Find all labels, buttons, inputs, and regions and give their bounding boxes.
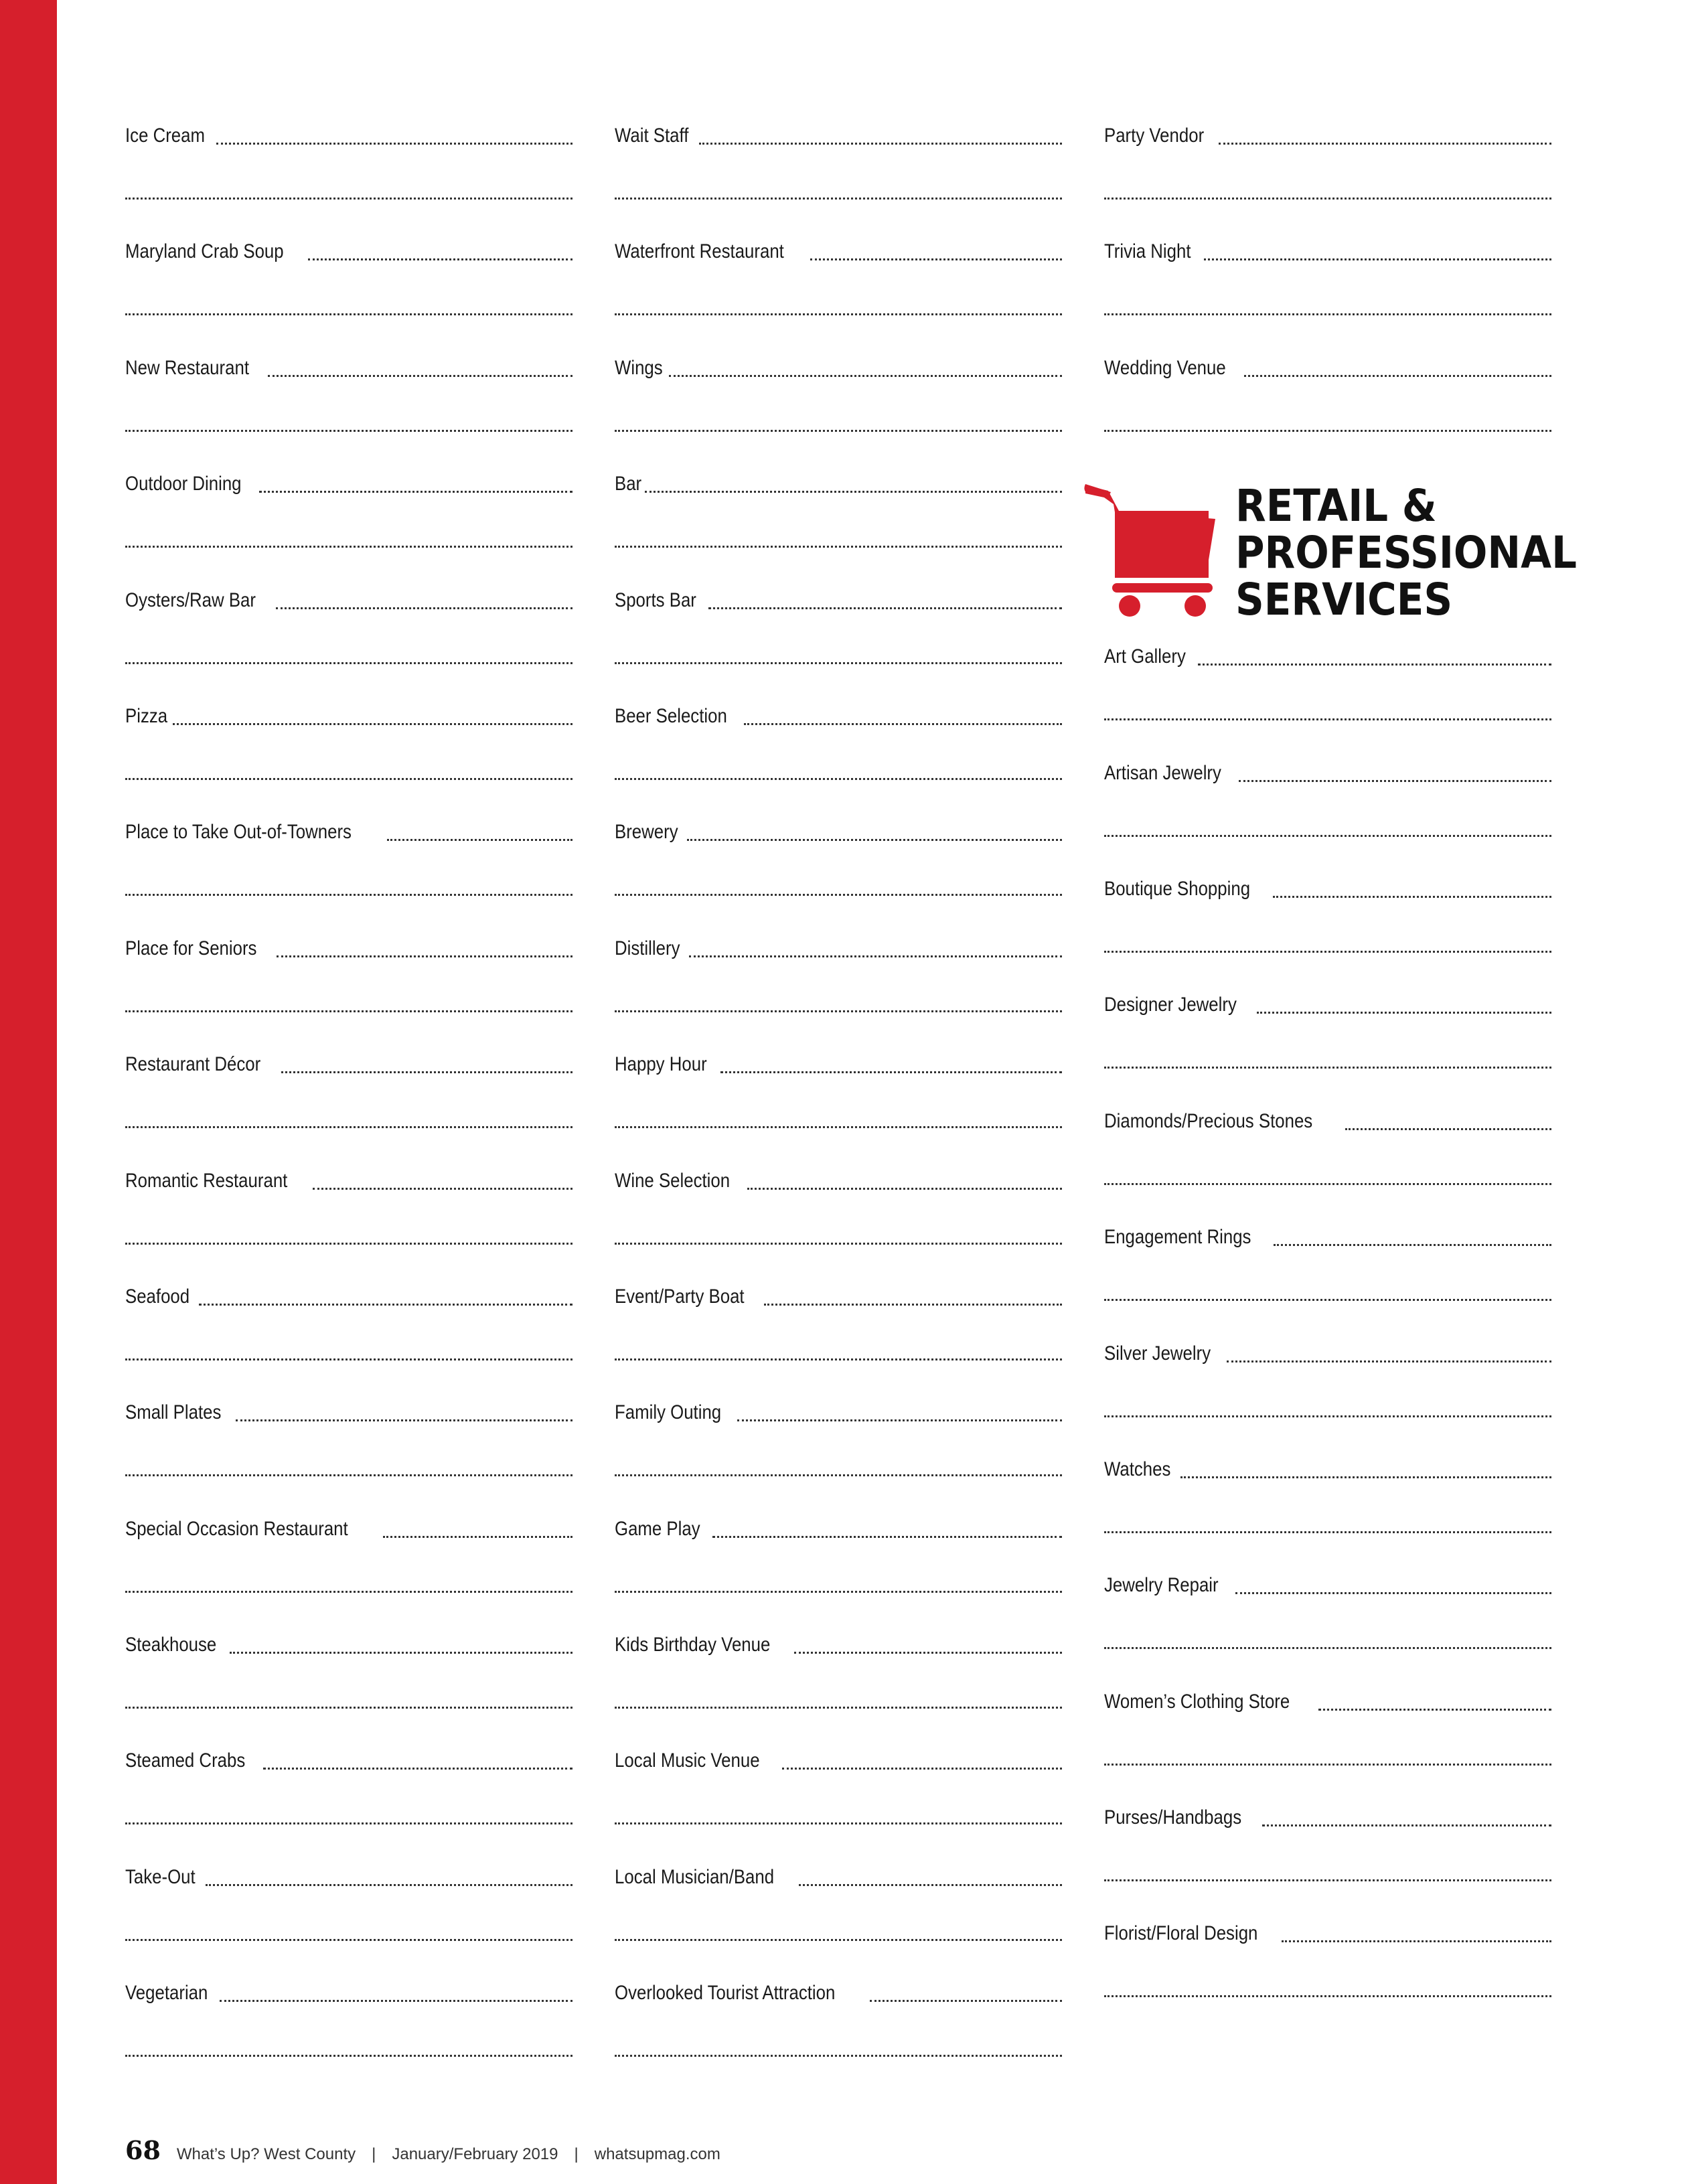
ballot-entry: [615, 1747, 1062, 1863]
entry-label-row: [615, 1051, 1062, 1078]
write-in-field-second-line[interactable]: [1104, 1415, 1551, 1417]
write-in-field-second-line[interactable]: [1104, 1995, 1551, 1997]
entry-label-row: [125, 1051, 572, 1078]
ballot-entry: [125, 471, 572, 587]
category-label: Boutique Shopping: [1104, 877, 1251, 900]
write-in-field[interactable]: [737, 1419, 1062, 1421]
entry-label-row: [615, 1283, 1062, 1310]
write-in-field-second-line[interactable]: [615, 1707, 1062, 1709]
ballot-entry: [125, 935, 572, 1051]
write-in-field-second-line[interactable]: [615, 198, 1062, 200]
ballot-entry: [125, 587, 572, 703]
write-in-field[interactable]: [259, 491, 572, 493]
write-in-field[interactable]: [1318, 1709, 1551, 1711]
category-label: Family Outing: [615, 1401, 722, 1424]
entry-label-row: [125, 1864, 572, 1891]
section-title: [1235, 480, 1577, 626]
ballot-entry: [1104, 643, 1551, 759]
footer-separator: |: [372, 2145, 376, 2163]
ballot-entry: [1104, 1340, 1551, 1456]
category-label: Wine Selection: [615, 1169, 731, 1192]
category-label: Steakhouse: [125, 1634, 217, 1656]
ballot-column-3-bottom: [1104, 643, 1551, 2037]
write-in-field-second-line[interactable]: [1104, 1647, 1551, 1649]
category-label: Vegetarian: [125, 1982, 208, 2005]
entry-label-row: [615, 1516, 1062, 1543]
write-in-field[interactable]: [1198, 664, 1551, 666]
write-in-field[interactable]: [687, 839, 1062, 841]
write-in-field[interactable]: [1180, 1476, 1551, 1478]
page-number: 68: [125, 2135, 161, 2165]
write-in-field-second-line[interactable]: [615, 1243, 1062, 1245]
write-in-field-second-line[interactable]: [125, 1822, 572, 1824]
entry-label-row: [615, 819, 1062, 846]
ballot-column-2: [615, 123, 1062, 2096]
ballot-entry: [1104, 1804, 1551, 1920]
entry-label-row: [125, 703, 572, 730]
ballot-entry: [125, 123, 572, 238]
entry-label-row: [615, 935, 1062, 962]
entry-label-row: [1104, 1804, 1551, 1831]
write-in-field-second-line[interactable]: [1104, 951, 1551, 953]
entry-label-row: [615, 1980, 1062, 2007]
write-in-field[interactable]: [699, 143, 1062, 145]
ballot-entry: [615, 1283, 1062, 1399]
category-label: Diamonds/Precious Stones: [1104, 1109, 1313, 1132]
write-in-field-second-line[interactable]: [125, 894, 572, 896]
entry-label-row: [1104, 355, 1551, 382]
write-in-field-second-line[interactable]: [125, 1243, 572, 1245]
entry-label-row: [615, 1864, 1062, 1891]
ballot-entry: [1104, 355, 1551, 471]
ballot-entry: [1104, 992, 1551, 1107]
category-label: Overlooked Tourist Attraction: [615, 1982, 836, 2005]
write-in-field[interactable]: [1273, 896, 1551, 898]
write-in-field-second-line[interactable]: [125, 198, 572, 200]
ballot-entry: [615, 703, 1062, 819]
write-in-field-second-line[interactable]: [1104, 1299, 1551, 1301]
write-in-field[interactable]: [747, 1188, 1062, 1190]
write-in-field-second-line[interactable]: [1104, 1531, 1551, 1533]
ballot-entry: [615, 1864, 1062, 1980]
ballot-entry: [615, 1051, 1062, 1167]
write-in-field-second-line[interactable]: [615, 894, 1062, 896]
entry-label-row: [1104, 238, 1551, 265]
category-label: Game Play: [615, 1517, 700, 1540]
ballot-entry: [1104, 760, 1551, 876]
ballot-entry: [125, 1168, 572, 1283]
category-label: Local Music Venue: [615, 1749, 760, 1772]
write-in-field[interactable]: [173, 723, 572, 725]
ballot-entry: [125, 1516, 572, 1632]
ballot-entry: [125, 355, 572, 471]
ballot-entry: [125, 703, 572, 819]
ballot-entry: [125, 1747, 572, 1863]
ballot-entry: [125, 819, 572, 935]
footer-separator: |: [574, 2145, 579, 2163]
category-label: Pizza: [125, 704, 168, 727]
write-in-field[interactable]: [782, 1768, 1062, 1770]
write-in-field-second-line[interactable]: [615, 778, 1062, 780]
entry-label-row: [615, 1168, 1062, 1194]
category-label: Bar: [615, 473, 642, 495]
entry-label-row: [1104, 760, 1551, 787]
write-in-field-second-line[interactable]: [615, 1591, 1062, 1593]
ballot-entry: [125, 238, 572, 354]
ballot-entry: [1104, 238, 1551, 354]
entry-label-row: [125, 1283, 572, 1310]
category-label: Sports Bar: [615, 589, 696, 611]
write-in-field[interactable]: [276, 607, 572, 609]
ballot-column-3: [1104, 123, 1577, 2037]
ballot-entry: [1104, 876, 1551, 992]
entry-label-row: [615, 355, 1062, 382]
write-in-field[interactable]: [1227, 1360, 1551, 1362]
write-in-field-second-line[interactable]: [615, 430, 1062, 432]
category-label: Steamed Crabs: [125, 1749, 246, 1772]
entry-label-row: [125, 1168, 572, 1194]
write-in-field-second-line[interactable]: [1104, 430, 1551, 432]
entry-label-row: [125, 1516, 572, 1543]
entry-label-row: [125, 123, 572, 149]
ballot-entry: [1104, 1108, 1551, 1224]
write-in-field[interactable]: [1274, 1244, 1551, 1246]
category-label: Waterfront Restaurant: [615, 240, 784, 263]
entry-label-row: [1104, 1572, 1551, 1599]
write-in-field-second-line[interactable]: [615, 313, 1062, 315]
entry-label-row: [1104, 992, 1551, 1018]
write-in-field[interactable]: [1244, 375, 1551, 377]
category-label: Florist/Floral Design: [1104, 1922, 1258, 1945]
entry-label-row: [1104, 1224, 1551, 1251]
write-in-field[interactable]: [669, 375, 1062, 377]
write-in-field[interactable]: [220, 2000, 572, 2002]
category-label: Party Vendor: [1104, 125, 1205, 147]
ballot-column-1: [125, 123, 572, 2096]
section-title-line: RETAIL &: [1235, 480, 1437, 532]
category-label: Artisan Jewelry: [1104, 761, 1221, 784]
entry-label-row: [615, 703, 1062, 730]
write-in-field[interactable]: [799, 1884, 1062, 1886]
write-in-field[interactable]: [308, 258, 572, 260]
ballot-entry: [615, 935, 1062, 1051]
category-label: Event/Party Boat: [615, 1285, 745, 1308]
category-label: Local Musician/Band: [615, 1865, 775, 1888]
publication-name: What’s Up? West County: [176, 2145, 356, 2163]
ballot-entry: [615, 1399, 1062, 1515]
write-in-field-second-line[interactable]: [125, 1010, 572, 1012]
entry-label-row: [1104, 1456, 1551, 1483]
write-in-field[interactable]: [387, 839, 572, 841]
entry-label-row: [615, 123, 1062, 149]
write-in-field-second-line[interactable]: [125, 778, 572, 780]
category-label: New Restaurant: [125, 356, 249, 379]
write-in-field-second-line[interactable]: [615, 1358, 1062, 1360]
write-in-field-second-line[interactable]: [615, 546, 1062, 548]
category-label: Small Plates: [125, 1401, 222, 1424]
write-in-field-second-line[interactable]: [615, 1010, 1062, 1012]
category-label: Restaurant Décor: [125, 1053, 261, 1076]
write-in-field[interactable]: [1239, 780, 1551, 782]
category-label: Oysters/Raw Bar: [125, 589, 256, 611]
ballot-entry: [615, 1516, 1062, 1632]
write-in-field[interactable]: [1235, 1592, 1551, 1594]
write-in-field-second-line[interactable]: [125, 313, 572, 315]
ballot-column-3-top: [1104, 123, 1551, 471]
ballot-entry: [125, 1864, 572, 1980]
page-footer: [125, 2135, 720, 2165]
website-link[interactable]: whatsupmag.com: [594, 2145, 720, 2163]
write-in-field[interactable]: [810, 258, 1062, 260]
ballot-entry: [615, 355, 1062, 471]
entry-label-row: [615, 1399, 1062, 1426]
category-label: Silver Jewelry: [1104, 1342, 1211, 1364]
entry-label-row: [125, 819, 572, 846]
shopping-cart-icon: [1081, 477, 1235, 618]
write-in-field[interactable]: [1262, 1824, 1551, 1826]
ballot-entry: [615, 1632, 1062, 1747]
category-label: Purses/Handbags: [1104, 1806, 1242, 1829]
write-in-field[interactable]: [1282, 1940, 1551, 1942]
category-label: Take-Out: [125, 1865, 196, 1888]
ballot-entry: [125, 1632, 572, 1747]
category-label: Special Occasion Restaurant: [125, 1517, 348, 1540]
category-label: Maryland Crab Soup: [125, 240, 284, 263]
write-in-field[interactable]: [277, 955, 572, 957]
entry-label-row: [125, 1399, 572, 1426]
ballot-entry: [615, 587, 1062, 703]
write-in-field-second-line[interactable]: [125, 1939, 572, 1941]
ballot-entry: [1104, 1920, 1551, 2036]
category-label: Beer Selection: [615, 704, 727, 727]
entry-label-row: [1104, 876, 1551, 903]
entry-label-row: [1104, 1920, 1551, 1947]
entry-label-row: [615, 587, 1062, 614]
entry-label-row: [615, 471, 1062, 497]
ballot-entry: [1104, 1572, 1551, 1688]
entry-label-row: [125, 935, 572, 962]
category-label: Watches: [1104, 1458, 1171, 1480]
write-in-field[interactable]: [383, 1536, 572, 1538]
write-in-field[interactable]: [794, 1652, 1062, 1654]
write-in-field-second-line[interactable]: [615, 2055, 1062, 2057]
category-label: Wings: [615, 356, 663, 379]
write-in-field-second-line[interactable]: [125, 1474, 572, 1476]
write-in-field[interactable]: [1219, 143, 1551, 145]
write-in-field[interactable]: [645, 491, 1062, 493]
left-accent-bar: [0, 0, 57, 2184]
write-in-field-second-line[interactable]: [1104, 718, 1551, 720]
category-label: Brewery: [615, 821, 678, 844]
write-in-field[interactable]: [268, 375, 572, 377]
ballot-entry: [125, 1051, 572, 1167]
ballot-entry: [125, 1980, 572, 2096]
category-label: Distillery: [615, 937, 680, 959]
ballot-entry: [1104, 1456, 1551, 1572]
category-label: Romantic Restaurant: [125, 1169, 288, 1192]
write-in-field[interactable]: [199, 1304, 572, 1306]
write-in-field-second-line[interactable]: [615, 1474, 1062, 1476]
write-in-field[interactable]: [206, 1884, 572, 1886]
category-label: Women’s Clothing Store: [1104, 1690, 1290, 1713]
entry-label-row: [125, 1632, 572, 1658]
ballot-entry: [1104, 1224, 1551, 1340]
write-in-field[interactable]: [720, 1071, 1062, 1073]
entry-label-row: [1104, 1108, 1551, 1135]
category-label: Happy Hour: [615, 1053, 707, 1076]
ballot-entry: [615, 819, 1062, 935]
write-in-field-second-line[interactable]: [125, 662, 572, 664]
write-in-field-second-line[interactable]: [615, 662, 1062, 664]
ballot-entry: [615, 471, 1062, 587]
section-title-line: SERVICES: [1235, 574, 1453, 626]
ballot-entry: [615, 1980, 1062, 2096]
entry-label-row: [1104, 123, 1551, 149]
entry-label-row: [1104, 1340, 1551, 1367]
write-in-field[interactable]: [744, 723, 1062, 725]
entry-label-row: [1104, 643, 1551, 670]
entry-label-row: [615, 1747, 1062, 1774]
write-in-field-second-line[interactable]: [1104, 1879, 1551, 1881]
ballot-entry: [615, 123, 1062, 238]
entry-label-row: [125, 238, 572, 265]
category-label: Jewelry Repair: [1104, 1574, 1219, 1597]
entry-label-row: [615, 238, 1062, 265]
write-in-field-second-line[interactable]: [1104, 1067, 1551, 1069]
write-in-field[interactable]: [1204, 258, 1551, 260]
entry-label-row: [125, 587, 572, 614]
write-in-field-second-line[interactable]: [125, 2055, 572, 2057]
ballot-entry: [125, 1283, 572, 1399]
write-in-field-second-line[interactable]: [615, 1126, 1062, 1128]
ballot-entry: [1104, 1689, 1551, 1804]
write-in-field-second-line[interactable]: [125, 546, 572, 548]
category-label: Place to Take Out-of-Towners: [125, 821, 352, 844]
retail-section-header: [1104, 471, 1577, 643]
write-in-field-second-line[interactable]: [615, 1822, 1062, 1824]
category-label: Place for Seniors: [125, 937, 257, 959]
write-in-field-second-line[interactable]: [1104, 198, 1551, 200]
write-in-field[interactable]: [313, 1188, 572, 1190]
entry-label-row: [1104, 1689, 1551, 1715]
category-label: Wait Staff: [615, 125, 689, 147]
write-in-field-second-line[interactable]: [125, 1591, 572, 1593]
write-in-field-second-line[interactable]: [1104, 313, 1551, 315]
category-label: Wedding Venue: [1104, 356, 1226, 379]
ballot-entry: [615, 238, 1062, 354]
category-label: Kids Birthday Venue: [615, 1634, 771, 1656]
category-label: Seafood: [125, 1285, 190, 1308]
write-in-field[interactable]: [216, 143, 572, 145]
write-in-field-second-line[interactable]: [1104, 1183, 1551, 1185]
category-label: Outdoor Dining: [125, 473, 242, 495]
ballot-entry: [125, 1399, 572, 1515]
write-in-field-second-line[interactable]: [1104, 835, 1551, 837]
write-in-field[interactable]: [708, 607, 1062, 609]
entry-label-row: [125, 1980, 572, 2007]
write-in-field-second-line[interactable]: [125, 1126, 572, 1128]
category-label: Ice Cream: [125, 125, 206, 147]
category-label: Art Gallery: [1104, 645, 1186, 668]
write-in-field-second-line[interactable]: [125, 430, 572, 432]
ballot-entry: [615, 1168, 1062, 1283]
write-in-field-second-line[interactable]: [1104, 1764, 1551, 1766]
ballot-entry: [1104, 123, 1551, 238]
write-in-field[interactable]: [236, 1419, 572, 1421]
entry-label-row: [125, 355, 572, 382]
section-title-line: PROFESSIONAL: [1235, 527, 1577, 579]
write-in-field[interactable]: [764, 1304, 1062, 1306]
write-in-field[interactable]: [1345, 1128, 1551, 1130]
category-label: Engagement Rings: [1104, 1226, 1251, 1249]
entry-label-row: [125, 471, 572, 497]
write-in-field-second-line[interactable]: [125, 1358, 572, 1360]
write-in-field[interactable]: [263, 1768, 572, 1770]
issue-date: January/February 2019: [392, 2145, 558, 2163]
category-label: Trivia Night: [1104, 240, 1191, 263]
write-in-field[interactable]: [689, 955, 1062, 957]
category-label: Designer Jewelry: [1104, 994, 1237, 1016]
write-in-field[interactable]: [1257, 1012, 1551, 1014]
write-in-field[interactable]: [712, 1536, 1062, 1538]
entry-label-row: [125, 1747, 572, 1774]
write-in-field[interactable]: [281, 1071, 572, 1073]
entry-label-row: [615, 1632, 1062, 1658]
write-in-field-second-line[interactable]: [125, 1707, 572, 1709]
write-in-field[interactable]: [230, 1652, 572, 1654]
write-in-field[interactable]: [870, 2000, 1062, 2002]
write-in-field-second-line[interactable]: [615, 1939, 1062, 1941]
